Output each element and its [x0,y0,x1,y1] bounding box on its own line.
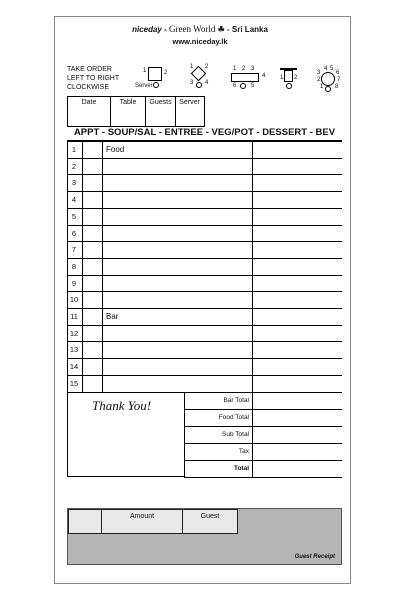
course-sequence: APPT - SOUP/SAL - ENTREE - VEG/POT - DESSERT - BEV [73,127,336,138]
seat-label-1: 1 [233,66,237,72]
grid-divider-number [82,141,83,392]
instruction-line-2: LEFT TO RIGHT [67,75,120,82]
seat-label-4: 4 [262,73,266,79]
totals-bottom-border [67,476,185,477]
amount-label: Amount [129,513,155,520]
row-number: 4 [71,195,77,205]
thank-you-text: Thank You! [92,398,152,413]
row-number: 9 [71,278,77,288]
seat-label-2: 2 [294,75,298,81]
totals-line [184,426,342,427]
order-header-fields [67,96,205,127]
row-line [67,308,342,309]
row-number: 6 [71,228,77,238]
totals-label: Food Total [218,414,249,421]
totals-label: Sub Total [222,431,249,438]
header-dash-1: - [164,25,167,34]
row-number: 3 [71,178,77,188]
order-instructions [67,65,119,92]
totals-line [184,443,342,444]
row-line [67,341,342,342]
row-item-text[interactable]: Bar [106,312,119,321]
receipt-amount-cell[interactable] [101,509,183,534]
row-number: 11 [70,312,78,321]
courses-divider [67,140,342,142]
seat-label-1: 1 [320,84,324,90]
totals-line [184,460,342,461]
row-number: 1 [71,145,77,154]
seat-label-4: 4 [205,80,209,86]
seat-label-6: 6 [233,83,237,89]
row-line [67,291,342,292]
row-number: 10 [69,295,79,305]
seat-label-7: 7 [337,77,341,83]
header-dash-2: - [227,25,230,34]
grid-divider-seat [102,141,103,392]
receipt-blank-cell[interactable] [68,509,102,534]
receipt-guest-cell[interactable] [182,509,238,534]
seat-label-3: 3 [317,70,321,76]
seat-label-3: 3 [251,66,255,72]
row-line [67,358,342,359]
totals-line [184,477,342,478]
row-number: 15 [69,378,79,388]
row-number: 2 [71,161,77,171]
row-number: 7 [71,245,77,255]
totals-line [184,409,342,410]
restaurant-name: Green World [169,24,216,34]
seat-label-5: 5 [251,83,255,89]
row-item-text[interactable]: Food [106,145,125,154]
row-line [67,241,342,242]
totals-label: Total [233,465,249,472]
guests-label: Guests [149,99,172,106]
row-line [67,275,342,276]
row-line [67,258,342,259]
row-number: 12 [69,328,79,338]
date-field[interactable] [68,97,110,126]
date-label: Date [81,99,97,106]
seat-label-6: 6 [336,70,340,76]
totals-left-border [67,392,68,477]
seat-label-5: 5 [330,66,334,72]
table-field[interactable] [110,97,145,126]
grid-divider-price [252,141,253,392]
guest-label: Guest [200,513,220,520]
header-line [0,24,400,34]
row-line [67,191,342,192]
row-line [67,375,342,376]
row-line [67,174,342,175]
seat-label-4: 4 [324,66,328,72]
row-number: 8 [71,261,77,271]
seat-label-1: 1 [143,68,147,74]
row-number: 13 [69,345,79,355]
instruction-line-3: CLOCKWISE [67,84,110,91]
guests-field[interactable] [145,97,175,126]
seat-label-2: 2 [242,66,246,72]
instruction-line-1: TAKE ORDER [67,66,112,73]
country-name: Sri Lanka [231,25,268,34]
seat-label-3: 3 [190,80,194,86]
table-label: Table [119,99,137,106]
row-line [67,392,342,393]
seat-label-8: 8 [335,84,339,90]
seat-label-2: 2 [205,64,209,70]
seat-label-1: 1 [190,64,194,70]
server-label: Server [135,83,153,89]
brand-name: niceday [132,25,162,34]
row-line [67,158,342,159]
server-field[interactable] [175,97,203,126]
row-line [67,208,342,209]
lotus-icon: ☘ [217,25,225,34]
seat-label-2: 2 [317,77,321,83]
row-line [67,325,342,326]
website: www.niceday.lk [172,37,228,46]
seat-label-2: 2 [164,70,168,76]
totals-label: Bar Total [223,397,249,404]
guest-receipt-strip [67,508,342,565]
totals-label: Tax [238,448,249,455]
row-number: 14 [69,362,79,372]
guest-receipt-label: Guest Receipt [294,554,335,560]
totals-price-divider [252,392,253,477]
row-number: 5 [71,211,77,221]
server-field-label: Server [179,99,200,106]
seat-label-1: 1 [280,75,284,81]
row-line [67,225,342,226]
